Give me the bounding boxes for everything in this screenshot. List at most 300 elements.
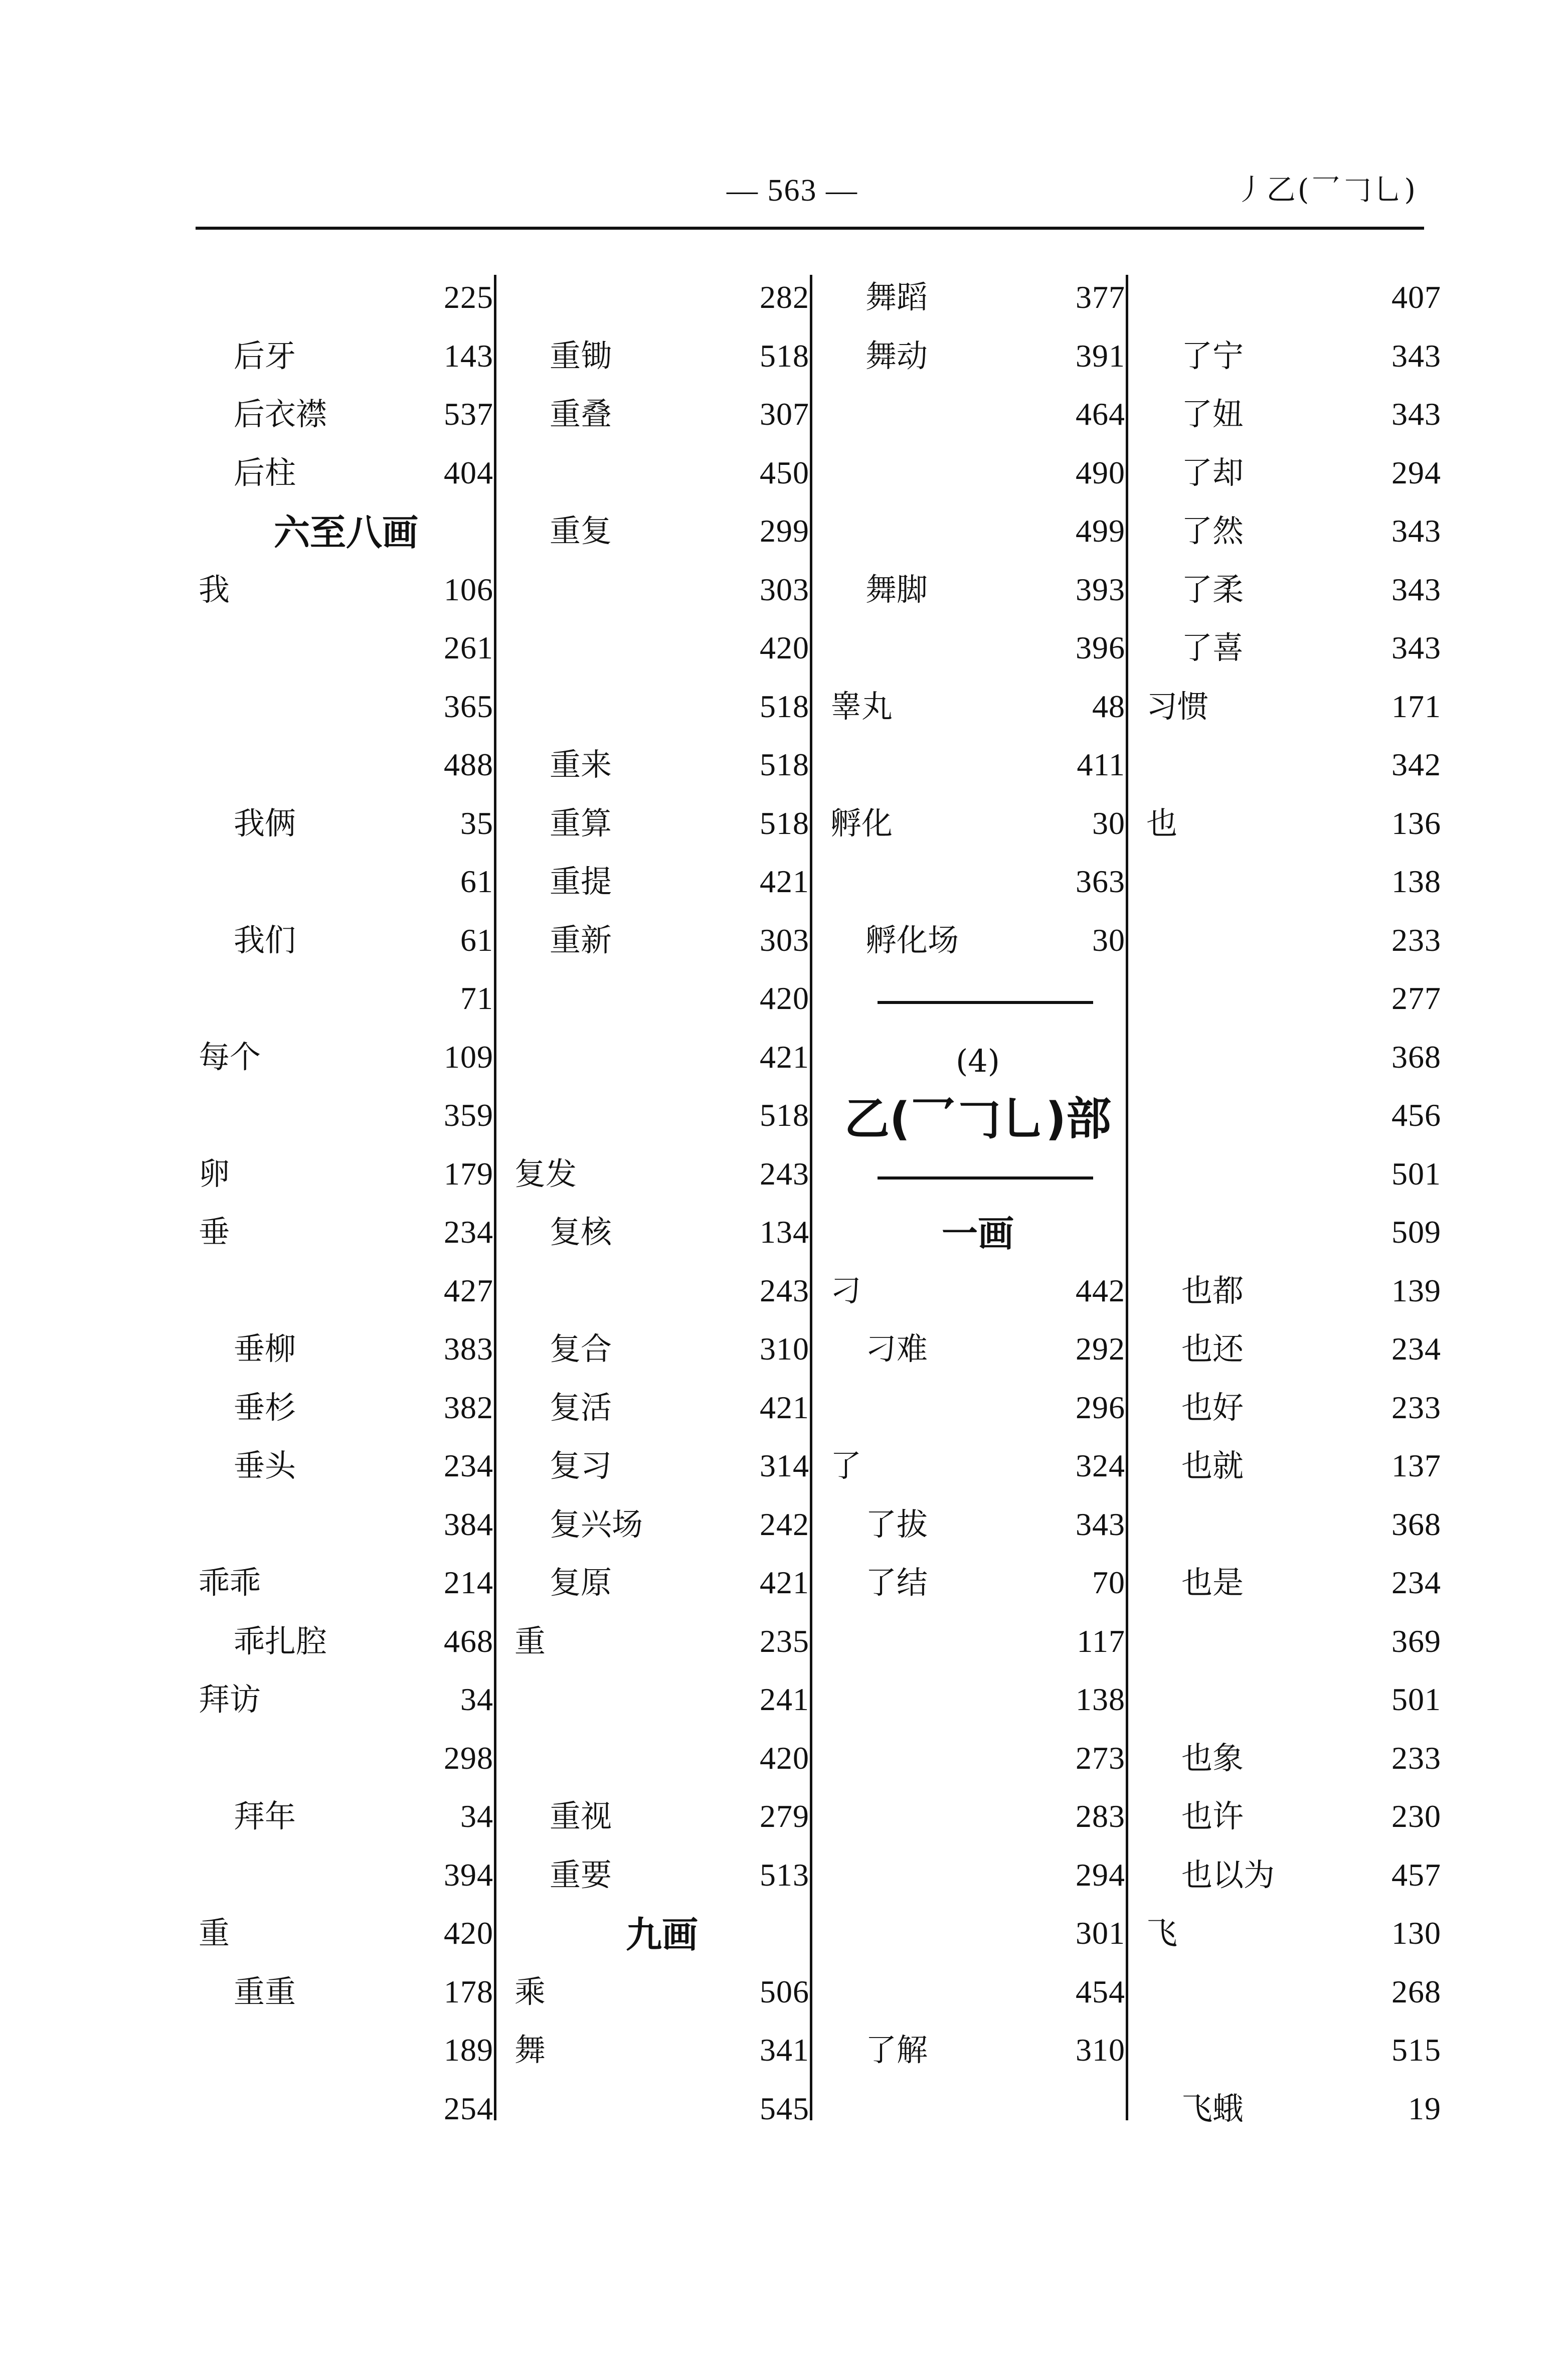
page-reference: 19 [1408,2090,1441,2126]
entry-term: 复核 [550,1214,612,1250]
page-reference: 136 [1391,805,1441,841]
index-entry [196,624,496,683]
index-entry [511,1209,812,1267]
index-entry [196,917,496,975]
index-entry [1143,449,1444,508]
index-column-1 [196,274,496,2143]
page-reference: 393 [1076,571,1125,607]
index-entry [827,683,1128,742]
entry-term: 我俩 [234,804,296,842]
entry-term: 后牙 [234,337,296,374]
page-reference: 61 [460,922,493,958]
section-separator [827,1150,1128,1209]
entry-term: 也许 [1181,1798,1244,1834]
entry-term: 重 [199,1915,230,1951]
page-reference: 383 [444,1331,493,1367]
entry-term: 重重 [234,1973,296,2010]
index-entry [1143,1852,1444,1910]
index-entry [511,1384,812,1443]
entry-term: 舞脚 [865,571,928,608]
page-reference: 377 [1076,279,1125,315]
entry-term: 了结 [865,1564,928,1601]
index-entry [827,1501,1128,1560]
index-entry [511,2085,812,2144]
index-entry [511,800,812,859]
entry-term: 刁难 [865,1330,928,1367]
page-reference: 343 [1391,513,1441,549]
index-entry [196,332,496,391]
page-reference: 468 [444,1623,493,1659]
index-entry [511,2027,812,2085]
index-entry [827,1968,1128,2027]
entry-term: 重复 [550,513,612,549]
index-entry [827,1325,1128,1384]
index-entry [1143,1968,1444,2027]
page-reference: 243 [760,1272,809,1308]
page-reference: 404 [444,454,493,490]
page-reference: 421 [760,864,809,899]
index-entry [1143,2027,1444,2085]
index-entry [1143,1034,1444,1092]
page-reference: 391 [1076,338,1125,374]
page-reference: 310 [1076,2032,1125,2068]
page-reference: 420 [760,630,809,665]
page-reference: 292 [1076,1331,1125,1367]
page-reference: 178 [444,1973,493,2009]
entry-term: 舞蹈 [865,279,928,315]
entry-term: 复习 [550,1447,612,1484]
page-reference: 261 [444,630,493,665]
page-reference: 294 [1391,454,1441,490]
entry-term: 刁 [830,1272,862,1309]
index-entry [511,1676,812,1735]
entry-term: 重叠 [550,396,612,432]
page-reference: 499 [1076,513,1125,549]
index-entry [827,1618,1128,1676]
entry-term: 复兴场 [550,1505,643,1543]
page-reference: 294 [1076,1857,1125,1893]
index-entry [511,1793,812,1852]
entry-term: 每个 [199,1038,261,1075]
index-entry [827,1559,1128,1618]
index-column-3 [827,274,1128,2085]
separator-rule [878,1176,1093,1180]
page-reference: 117 [1077,1623,1125,1659]
index-entry [196,1559,496,1618]
page-reference: 324 [1076,1448,1125,1483]
index-entry [827,274,1128,332]
index-entry [511,975,812,1034]
index-entry [827,1735,1128,1793]
entry-term: 垂 [199,1214,230,1250]
index-entry [196,1034,496,1092]
entry-term: 了拔 [865,1505,928,1543]
entry-term: 重 [514,1622,546,1659]
index-entry [1143,917,1444,975]
page-reference: 34 [460,1681,493,1717]
page-reference: 241 [760,1681,809,1717]
index-entry [827,1267,1128,1326]
page-reference: 421 [760,1565,809,1600]
index-entry [511,1735,812,1793]
index-entry [827,858,1128,917]
index-entry [827,1384,1128,1443]
page-reference: 545 [760,2090,809,2126]
radical-section-title: 乙(乛𠃌乚)部 [844,1093,1112,1145]
page-reference: 396 [1076,630,1125,665]
entry-term: 也是 [1181,1564,1244,1601]
entry-term: 飞蛾 [1181,2090,1244,2127]
entry-term: 后衣襟 [234,396,327,432]
entry-term: 重锄 [550,337,612,374]
index-entry [1143,1325,1444,1384]
index-entry [511,1325,812,1384]
index-entry [196,1618,496,1676]
index-entry [827,917,1128,975]
entry-term: 重要 [550,1856,612,1893]
entry-term: 孵化场 [865,921,959,958]
page-reference: 442 [1076,1272,1125,1308]
entry-term: 我们 [234,921,296,958]
entry-term: 重视 [550,1798,612,1834]
running-head: 丿乙(乛𠃌乚) [1235,173,1418,207]
stroke-count-heading-row [827,1209,1128,1267]
page-reference: 61 [460,864,493,899]
entry-term: 了然 [1181,513,1244,549]
page-reference: 394 [444,1857,493,1893]
index-entry [196,1501,496,1560]
page-reference: 490 [1076,454,1125,490]
index-entry [511,1092,812,1150]
entry-term: 复原 [550,1564,612,1601]
entry-term: 舞 [514,2032,546,2068]
index-entry [1143,1501,1444,1560]
index-entry [827,2027,1128,2085]
entry-term: 了宁 [1181,337,1244,374]
page-reference: 365 [444,688,493,724]
entry-term: 也就 [1181,1447,1244,1484]
index-entry [511,332,812,391]
index-entry [196,1092,496,1150]
page-reference: 457 [1391,1857,1441,1893]
index-entry [511,1618,812,1676]
index-entry [196,1267,496,1326]
page-reference: 420 [760,980,809,1016]
page-reference: 268 [1391,1973,1441,2009]
page-reference: 139 [1391,1272,1441,1308]
page-reference: 299 [760,513,809,549]
page-reference: 143 [444,338,493,374]
page-reference: 130 [1391,1915,1441,1951]
index-entry [196,1852,496,1910]
page-reference: 242 [760,1506,809,1542]
stroke-count-heading-row [196,508,496,566]
page-reference: 382 [444,1389,493,1425]
section-separator [827,975,1128,1034]
page-reference: 363 [1076,864,1125,899]
index-entry [1143,1092,1444,1150]
index-entry [196,975,496,1034]
index-entry [1143,391,1444,449]
index-entry [196,274,496,332]
index-entry [511,1852,812,1910]
index-entry [1143,1267,1444,1326]
page-reference: 233 [1391,922,1441,958]
index-entry [827,332,1128,391]
entry-term: 垂头 [234,1447,296,1484]
index-entry [1143,800,1444,859]
index-entry [1143,741,1444,800]
page-reference: 106 [444,571,493,607]
page-reference: 71 [460,980,493,1016]
page-reference: 138 [1076,1681,1125,1717]
index-entry [1143,332,1444,391]
entry-term: 也以为 [1181,1856,1275,1893]
index-column-4 [1143,274,1444,2143]
page-reference: 464 [1076,396,1125,432]
section-number-row [827,1034,1128,1092]
index-entry [511,1559,812,1618]
index-entry [511,917,812,975]
entry-term: 重新 [550,921,612,958]
page-reference: 234 [1391,1331,1441,1367]
page-reference: 109 [444,1039,493,1075]
page-reference: 30 [1092,805,1125,841]
entry-term: 舞动 [865,337,928,374]
page-reference: 35 [460,805,493,841]
page-reference: 509 [1391,1214,1441,1250]
index-entry [196,1793,496,1852]
index-entry [827,1676,1128,1735]
index-entry [196,1384,496,1443]
index-entry [1143,1618,1444,1676]
separator-rule [878,1001,1093,1004]
index-entry [196,566,496,625]
page-reference: 343 [1391,396,1441,432]
page-reference: 506 [760,1973,809,2009]
page-reference: 282 [760,279,809,315]
page-reference: 189 [444,2032,493,2068]
page-reference: 342 [1391,747,1441,782]
entry-term: 复发 [514,1155,577,1192]
page-reference: 518 [760,338,809,374]
page-reference: 488 [444,747,493,782]
entry-term: 重来 [550,746,612,783]
index-entry [196,449,496,508]
page-reference: 420 [444,1915,493,1951]
page-reference: 230 [1391,1798,1441,1834]
index-column-2 [511,274,812,2143]
entry-term: 垂柳 [234,1330,296,1367]
entry-term: 睾丸 [830,688,893,725]
index-entry [196,1209,496,1267]
page-reference: 515 [1391,2032,1441,2068]
index-entry [196,1150,496,1209]
page-reference: 234 [444,1448,493,1483]
index-entry [1143,858,1444,917]
page-reference: 341 [760,2032,809,2068]
page-reference: 537 [444,396,493,432]
index-entry [827,449,1128,508]
index-entry [196,1325,496,1384]
page-reference: 303 [760,922,809,958]
entry-term: 后柱 [234,454,296,491]
entry-term: 孵化 [830,804,893,842]
index-entry [196,1910,496,1968]
index-entry [1143,274,1444,332]
index-entry [511,274,812,332]
index-entry [511,1501,812,1560]
page-reference: 134 [760,1214,809,1250]
page-reference: 343 [1391,571,1441,607]
page-reference: 254 [444,2090,493,2126]
index-entry [827,566,1128,625]
page-reference: 421 [760,1039,809,1075]
page-reference: 454 [1076,1973,1125,2009]
radical-section-title-row [827,1092,1128,1150]
entry-term: 也还 [1181,1330,1244,1367]
index-entry [827,1852,1128,1910]
entry-term: 重算 [550,804,612,842]
index-entry [196,2085,496,2144]
page-reference: 298 [444,1740,493,1776]
page-reference: 501 [1391,1155,1441,1192]
page-reference: 283 [1076,1798,1125,1834]
page-reference: 314 [760,1448,809,1483]
entry-term: 重提 [550,863,612,900]
index-entry [511,1267,812,1326]
index-entry [1143,1559,1444,1618]
entry-term: 了妞 [1181,396,1244,432]
index-entry [511,624,812,683]
page-reference: 384 [444,1506,493,1542]
index-entry [196,391,496,449]
page-reference: 34 [460,1798,493,1834]
index-entry [511,1442,812,1501]
page-reference: 518 [760,747,809,782]
page-reference: 456 [1391,1097,1441,1133]
index-entry [827,624,1128,683]
index-entry [511,1150,812,1209]
entry-term: 了解 [865,2032,928,2068]
index-entry [1143,1209,1444,1267]
page-reference: 513 [760,1857,809,1893]
page-reference: 343 [1391,630,1441,665]
index-entry [1143,1150,1444,1209]
entry-term: 也象 [1181,1739,1244,1776]
page-reference: 137 [1391,1448,1441,1483]
page-reference: 368 [1391,1039,1441,1075]
page-reference: 450 [760,454,809,490]
page-reference: 518 [760,805,809,841]
stroke-count-heading-row [511,1910,812,1968]
page-reference: 233 [1391,1740,1441,1776]
page-reference: 277 [1391,980,1441,1016]
page-reference: 279 [760,1798,809,1834]
entry-term: 也 [1146,804,1178,842]
index-entry [196,800,496,859]
entry-term: 乖扎腔 [234,1622,327,1659]
index-entry [511,566,812,625]
index-entry [196,1676,496,1735]
entry-term: 垂杉 [234,1389,296,1426]
index-entry [827,800,1128,859]
page-reference: 343 [1076,1506,1125,1542]
index-entry [1143,1676,1444,1735]
entry-term: 复活 [550,1389,612,1426]
page-reference: 138 [1391,864,1441,899]
entry-term: 了柔 [1181,571,1244,608]
index-entry [827,508,1128,566]
index-entry [1143,975,1444,1034]
entry-term: 拜年 [234,1798,296,1834]
page-number: — 563 — [727,174,858,208]
index-entry [1143,1910,1444,1968]
index-entry [511,1968,812,2027]
entry-term: 习惯 [1146,688,1209,725]
entry-term: 了喜 [1181,629,1244,666]
header-rule [196,227,1424,230]
entry-term: 飞 [1146,1915,1178,1951]
index-entry [1143,624,1444,683]
entry-term: 我 [199,571,230,608]
page-reference: 234 [444,1214,493,1250]
page-reference: 225 [444,279,493,315]
index-entry [827,1793,1128,1852]
page-reference: 427 [444,1272,493,1308]
page-reference: 369 [1391,1623,1441,1659]
index-entry [1143,566,1444,625]
entry-term: 乘 [514,1973,546,2010]
index-entry [511,683,812,742]
index-entry [1143,2085,1444,2144]
index-entry [196,2027,496,2085]
page-reference: 421 [760,1389,809,1425]
entry-term: 了却 [1181,454,1244,491]
page-reference: 235 [760,1623,809,1659]
page-reference: 518 [760,1097,809,1133]
stroke-count-heading: 六至八画 [273,512,418,554]
index-entry [196,1735,496,1793]
page-reference: 273 [1076,1740,1125,1776]
page-reference: 411 [1077,747,1125,782]
entry-term: 复合 [550,1330,612,1367]
page-reference: 296 [1076,1389,1125,1425]
entry-term: 也都 [1181,1272,1244,1309]
page-reference: 214 [444,1565,493,1600]
page-reference: 30 [1092,922,1125,958]
page-reference: 171 [1391,688,1441,724]
entry-term: 也好 [1181,1389,1244,1426]
index-entry [827,741,1128,800]
section-number: (4) [956,1042,1000,1079]
page-reference: 343 [1391,338,1441,374]
index-entry [1143,1442,1444,1501]
index-entry [196,683,496,742]
index-entry [1143,1735,1444,1793]
index-entry [511,858,812,917]
index-entry [827,391,1128,449]
page-reference: 243 [760,1155,809,1192]
index-entry [196,858,496,917]
index-entry [827,1442,1128,1501]
entry-term: 了 [830,1447,862,1484]
index-entry [196,1442,496,1501]
index-entry [511,1034,812,1092]
page-reference: 310 [760,1331,809,1367]
page-reference: 234 [1391,1565,1441,1600]
stroke-count-heading: 一画 [941,1213,1014,1255]
